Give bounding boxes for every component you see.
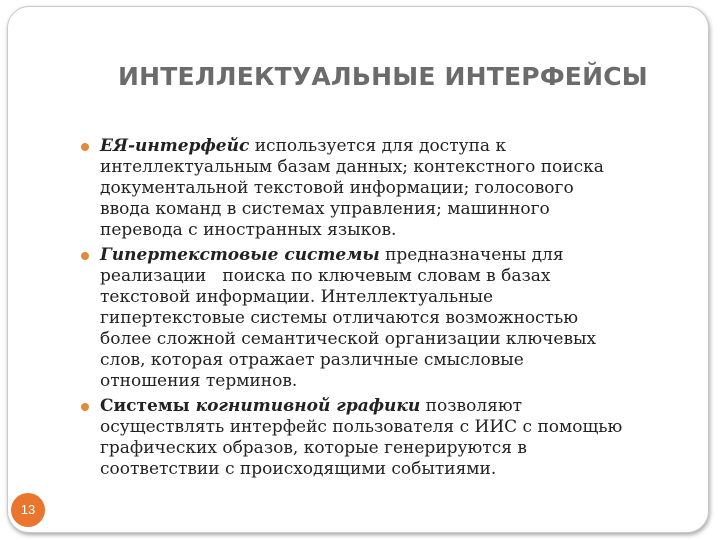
bullet-term: ЕЯ-интерфейс <box>100 136 250 156</box>
bullet-line <box>100 136 700 157</box>
bullet-term: Гипертекстовые системы <box>100 245 380 265</box>
bullet-line: гипертекстовые системы отличаются возможностью <box>100 308 579 328</box>
bullet-text: предназначены для <box>379 245 564 265</box>
bullet-line: текстовой информации. Интеллектуальные <box>100 287 494 307</box>
bullet-line: более сложной семантической организации ключевых <box>100 329 597 349</box>
bullet-dot-icon <box>81 143 89 151</box>
bullet-line <box>100 245 700 266</box>
bullet-lead: Системы <box>100 396 196 416</box>
bullet-dot-icon <box>81 252 89 260</box>
bullet-item-nl-interface <box>100 136 700 241</box>
page-number-badge: 13 <box>11 493 45 527</box>
bullet-line: интеллектуальным базам данных; контекстного поиска <box>100 157 604 177</box>
bullet-item-hypertext <box>100 245 700 392</box>
bullet-term: когнитивной графики <box>195 396 421 416</box>
bullet-text: используется для доступа к <box>249 136 507 156</box>
bullet-line: соответствии с происходящими событиями. <box>100 459 497 479</box>
bullet-line: осуществлять интерфейс пользователя с ИИС с помощью <box>100 417 623 437</box>
bullet-line: перевода с иностранных языков. <box>100 220 397 240</box>
bullet-line <box>100 396 700 417</box>
bullet-dot-icon <box>81 403 89 411</box>
bullet-text: позволяют <box>420 396 523 416</box>
bullet-list <box>100 136 700 484</box>
bullet-item-cognitive-graphics <box>100 396 700 480</box>
bullet-line: отношения терминов. <box>100 371 298 391</box>
bullet-line: ввода команд в системах управления; машинного <box>100 199 550 219</box>
bullet-line: документальной текстовой информации; голосового <box>100 178 574 198</box>
bullet-line: слов, которая отражает различные смысловые <box>100 350 524 370</box>
bullet-line: графических образов, которые генерируются в <box>100 438 527 458</box>
bullet-line: реализации поиска по ключевым словам в базах <box>100 266 551 286</box>
slide-title: ИНТЕЛЛЕКТУАЛЬНЫЕ ИНТЕРФЕЙСЫ <box>118 62 648 91</box>
